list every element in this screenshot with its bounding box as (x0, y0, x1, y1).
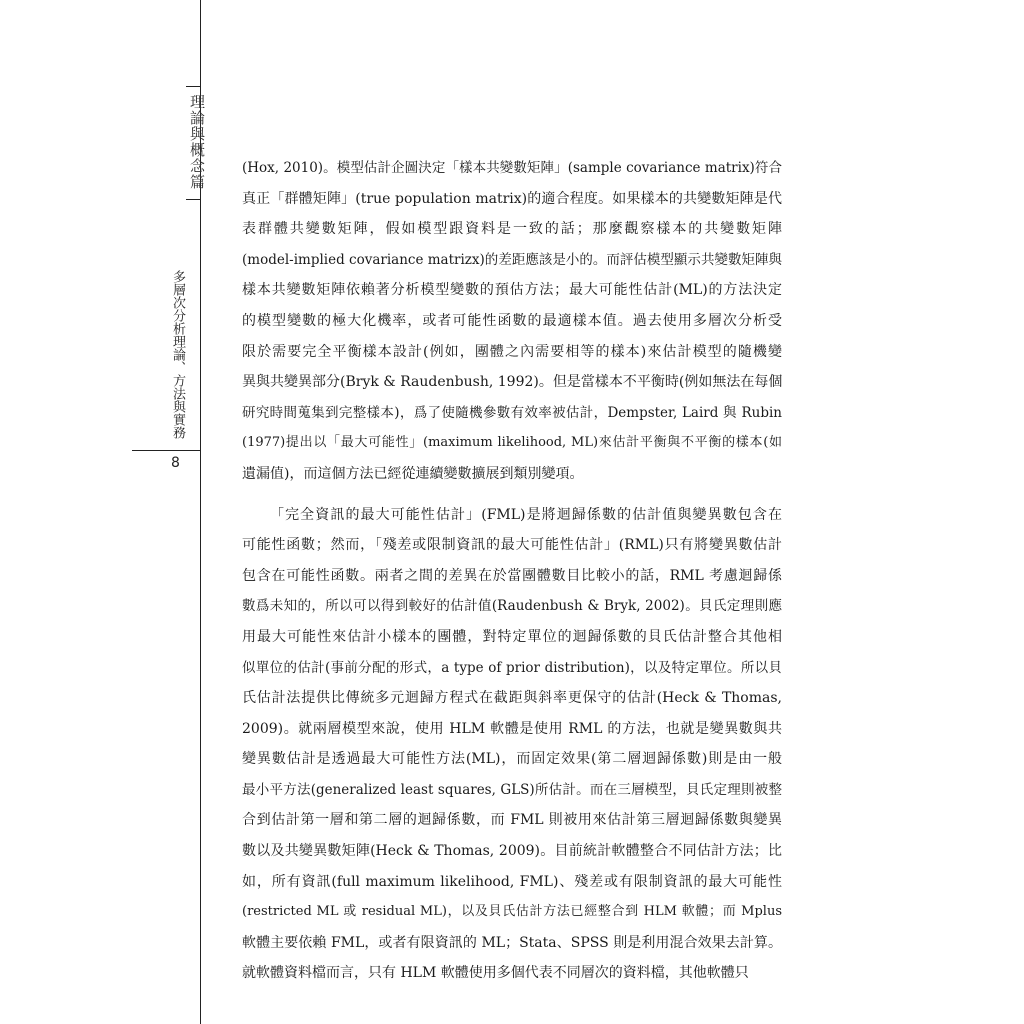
text-line: 變異數估計是透過最大可能性方法(ML)，而固定效果(第二層迴歸係數)則是由一般 (242, 751, 782, 768)
text-line: 似單位的估計(事前分配的形式，a type of prior distribution)，以及特定單位。所以貝 (242, 659, 782, 676)
text-line: 表群體共變數矩陣，假如模型跟資料是一致的話；那麼觀察樣本的共變數矩陣 (242, 221, 782, 238)
text-line: (model-implied covariance matrizx)的差距應該是小的。而評估模型顯示共變數矩陣與 (242, 251, 782, 268)
text-line: 遺漏值)，而這個方法已經從連續變數擴展到類別變項。 (242, 465, 584, 482)
section-title-bottom-rule (186, 199, 201, 200)
text-line: 研究時間蒐集到完整樣本)，爲了使隨機參數有效率被估計，Dempster, Laird 與 Rubin (242, 404, 782, 421)
text-line: 就軟體資料檔而言，只有 HLM 軟體使用多個代表不同層次的資料檔，其他軟體只 (242, 965, 749, 982)
text-line: 「完全資訊的最大可能性估計」(FML)是將迴歸係數的估計值與變異數包含在 (270, 506, 782, 523)
text-line: (restricted ML 或 residual ML)，以及貝氏估計方法已經整合到 HLM 軟體；而 Mplus (242, 904, 782, 920)
text-line: 合到估計第一層和第二層的迴歸係數，而 FML 則被用來估計第三層迴歸係數與變異 (242, 812, 782, 829)
section-title: 理論與概念篇 (188, 94, 206, 190)
text-line: 最小平方法(generalized least squares, GLS)所估計。而在三層模型，貝氏定理則被整 (242, 781, 782, 798)
text-line: 可能性函數；然而，「殘差或限制資訊的最大可能性估計」(RML)只有將變異數估計 (242, 537, 782, 554)
page-number-rule (132, 450, 201, 451)
text-line: 用最大可能性來估計小樣本的團體，對特定單位的迴歸係數的貝氏估計整合其他相 (242, 628, 782, 645)
text-line: (Hox, 2010)。模型估計企圖決定「樣本共變數矩陣」(sample covariance matrix)符合 (242, 160, 782, 176)
text-line: 數以及共變異數矩陣(Heck & Thomas, 2009)。目前統計軟體整合不同估計方法；比 (242, 843, 782, 860)
text-line: 軟體主要依賴 FML，或者有限資訊的 ML；Stata、SPSS 則是利用混合效果去計算。 (242, 934, 782, 951)
text-line: 異與共變異部分(Bryk & Raudenbush, 1992)。但是當樣本不平衡時(例如無法在每個 (242, 374, 783, 391)
text-line: 2009)。就兩層模型來說，使用 HLM 軟體是使用 RML 的方法，也就是變異數與共 (242, 720, 782, 737)
text-line: 氏估計法提供比傳統多元迴歸方程式在截距與斜率更保守的估計(Heck & Thomas, (242, 690, 782, 707)
section-title-top-rule (186, 86, 201, 87)
text-line: 真正「群體矩陣」(true population matrix)的適合程度。如果樣本的共變數矩陣是代 (242, 190, 782, 207)
text-line: 如，所有資訊(full maximum likelihood, FML)、殘差或有限制資訊的最大可能性 (242, 873, 782, 890)
paragraph (242, 500, 782, 990)
page-number: 8 (171, 455, 180, 471)
paragraph (242, 153, 782, 490)
text-line: 樣本共變數矩陣依賴著分析模型變數的預估方法；最大可能性估計(ML)的方法決定 (242, 282, 782, 299)
paragraph-gap (242, 490, 782, 500)
text-line: 數爲未知的，所以可以得到較好的估計值(Raudenbush & Bryk, 2002)。貝氏定理則應 (242, 598, 782, 615)
text-line: 包含在可能性函數。兩者之間的差異在於當團體數目比較小的話，RML 考慮迴歸係 (242, 567, 782, 584)
text-line: 限於需要完全平衡樣本設計(例如，團體之內需要相等的樣本)來估計模型的隨機變 (242, 343, 782, 360)
body-text (242, 153, 782, 989)
text-line: (1977)提出以「最大可能性」(maximum likelihood, ML)來估計平衡與不平衡的樣本(如 (242, 435, 782, 451)
text-line: 的模型變數的極大化機率，或者可能性函數的最適樣本值。過去使用多層次分析受 (242, 312, 782, 329)
book-title: 多層次分析理論、方法與實務 (170, 270, 185, 439)
